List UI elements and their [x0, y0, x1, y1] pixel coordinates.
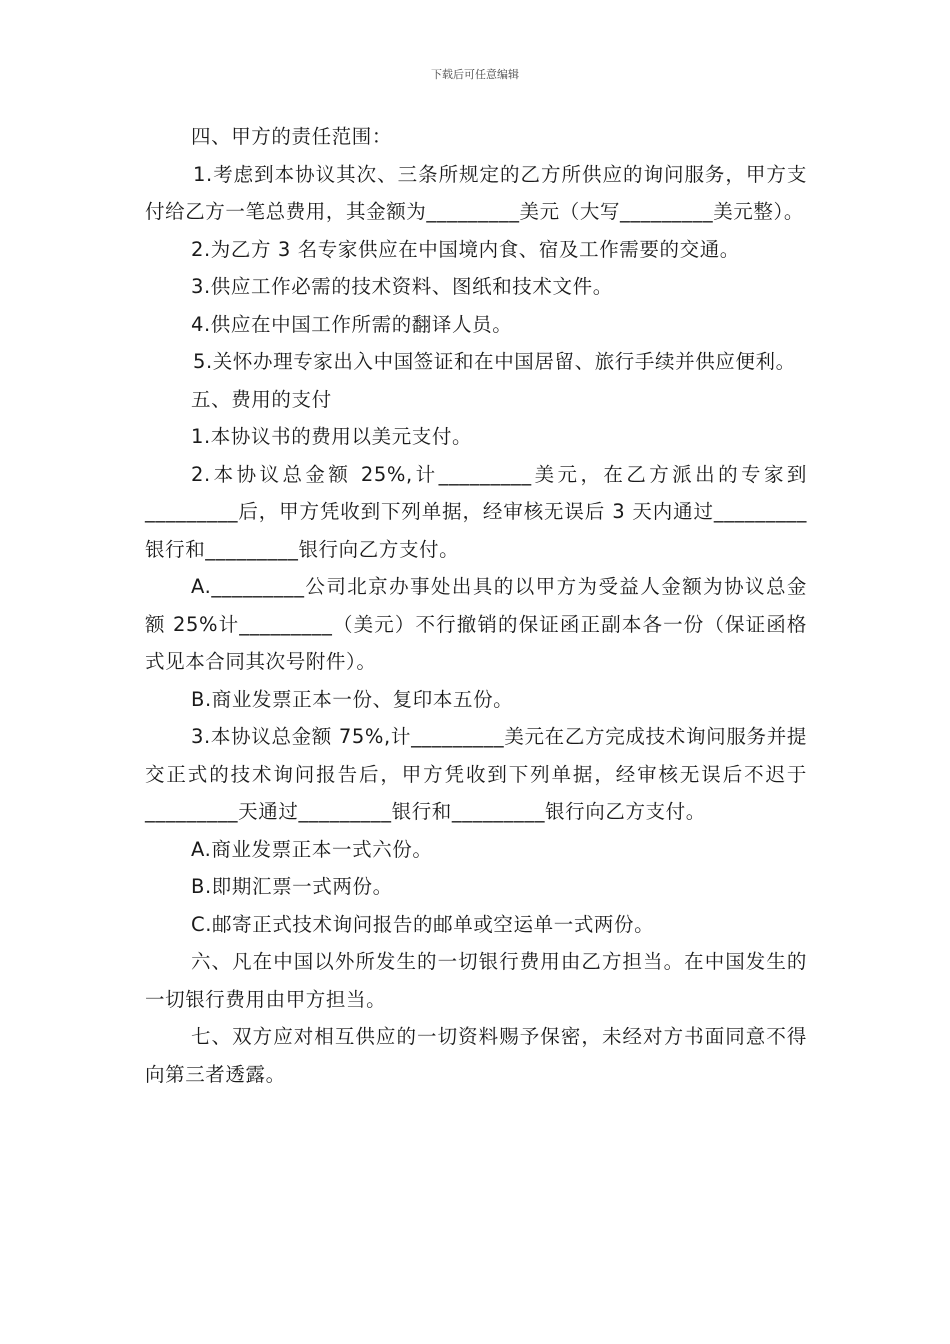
section-6: 六、凡在中国以外所发生的一切银行费用由乙方担当。在中国发生的一切银行费用由甲方担当。	[145, 950, 807, 1011]
page-header: 下载后可任意编辑	[431, 68, 519, 81]
clause-5-3-a: A.商业发票正本一式六份。	[191, 837, 433, 861]
section-heading-5: 五、费用的支付	[191, 387, 332, 411]
clause-4-2: 2.为乙方 3 名专家供应在中国境内食、宿及工作需要的交通。	[191, 237, 740, 261]
section-7: 七、双方应对相互供应的一切资料赐予保密，未经对方书面同意不得向第三者透露。	[145, 1025, 807, 1086]
section-heading-4: 四、甲方的责任范围：	[191, 125, 393, 148]
clause-5-3-c: C.邮寄正式技术询问报告的邮单或空运单一式两份。	[191, 912, 655, 936]
clause-5-3-b: B.即期汇票一式两份。	[191, 875, 393, 898]
clause-4-1: 1.考虑到本协议其次、三条所规定的乙方所供应的询问服务，甲方支付给乙方一笔总费用，其金额为_________美元（大写_________美元整）。	[145, 162, 807, 223]
clause-4-4: 4.供应在中国工作所需的翻译人员。	[191, 312, 513, 336]
document-body	[145, 118, 807, 1093]
clause-4-3: 3.供应工作必需的技术资料、图纸和技术文件。	[191, 275, 613, 298]
clause-5-3: 3.本协议总金额 75%,计_________美元在乙方完成技术询问服务并提交正式的技术询问报告后，甲方凭收到下列单据，经审核无误后不迟于_________天通过_________银行和_________银行向乙方支付。	[145, 725, 807, 823]
clause-5-2-a: A._________公司北京办事处出具的以甲方为受益人金额为协议总金额 25%计_________（美元）不行撤销的保证函正副本各一份（保证函格式见本合同其次号附件）。	[145, 575, 807, 673]
clause-5-2-b: B.商业发票正本一份、复印本五份。	[191, 687, 514, 711]
clause-4-5: 5.关怀办理专家出入中国签证和在中国居留、旅行手续并供应便利。	[193, 350, 796, 373]
clause-5-2: 2.本协议总金额 25%,计_________美元，在乙方派出的专家到_________后，甲方凭收到下列单据，经审核无误后 3 天内通过_________银行和_________银行向乙方支付。	[145, 462, 807, 561]
clause-5-1: 1.本协议书的费用以美元支付。	[191, 425, 473, 448]
